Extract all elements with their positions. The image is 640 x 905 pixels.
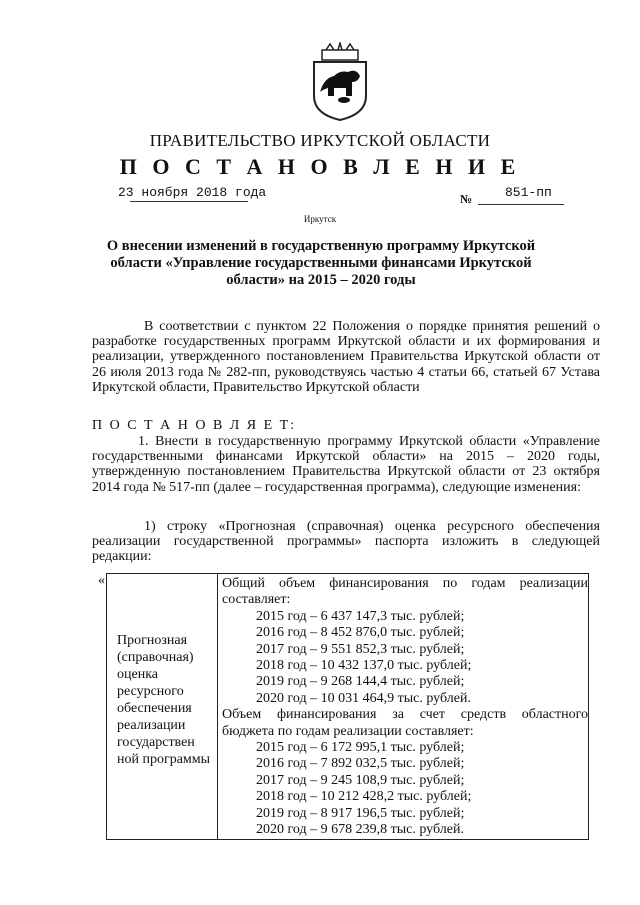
table-value-cell	[218, 574, 589, 840]
regional-intro-cont: бюджета по годам реализации составляет:	[222, 723, 474, 739]
title-line: области» на 2015 – 2020 годы	[226, 272, 416, 288]
regional-row: 2018 год – 10 212 428,2 тыс. рублей;	[256, 789, 472, 805]
table-label-cell: Прогнозная (справочная) оценка ресурсного обеспечения реализации государствен ной программы	[107, 574, 218, 840]
title-line: области «Управление государственными финансами Иркутской	[110, 255, 532, 271]
total-intro: Общий объем финансирования по годам реализации	[222, 576, 588, 591]
opening-quote: «	[98, 573, 105, 588]
document-title	[96, 238, 546, 289]
paragraph-resolves: П О С Т А Н О В Л Я Е Т:	[92, 418, 297, 433]
regional-row: 2016 год – 7 892 032,5 тыс. рублей;	[256, 756, 465, 772]
total-row: 2017 год – 9 551 852,3 тыс. рублей;	[256, 641, 465, 657]
total-row: 2015 год – 6 437 147,3 тыс. рублей;	[256, 608, 465, 624]
total-row: 2019 год – 9 268 144,4 тыс. рублей;	[256, 674, 465, 690]
paragraph-preamble: В соответствии с пунктом 22 Положения о порядке принятия решений о разработке государственных программ Иркутской области и их формирования и реализации, утвержденного постановлением Правительства Иркутской области от 26 июля 2013 года № 282-пп, руководствуясь частью 4 статьи 66, статьей 67 Устава Иркутской области, Правительство Иркутской области	[92, 319, 600, 395]
document-number: 851-пп	[505, 185, 552, 200]
total-intro-cont: составляет:	[222, 592, 291, 608]
regional-intro: Объем финансирования за счет средств областного	[222, 707, 588, 723]
regional-row: 2020 год – 9 678 239,8 тыс. рублей.	[256, 822, 464, 838]
table-row	[107, 574, 589, 840]
regional-row: 2015 год – 6 172 995,1 тыс. рублей;	[256, 740, 465, 756]
document-type: П О С Т А Н О В Л Е Н И Е	[119, 154, 521, 179]
resource-table	[106, 573, 589, 840]
number-underline	[478, 204, 564, 205]
total-row: 2020 год – 10 031 464,9 тыс. рублей.	[256, 690, 471, 706]
total-row: 2018 год – 10 432 137,0 тыс. рублей;	[256, 658, 472, 674]
paragraph-item-1-1: 1) строку «Прогнозная (справочная) оценка ресурсного обеспечения реализации государственной программы» паспорта изложить в следующей редакции:	[92, 519, 600, 565]
paragraph-item-1: 1. Внести в государственную программу Иркутской области «Управление государственными финансами Иркутской области» на 2015 – 2020 годы, утвержденную постановлением Правительства Иркутской области от 23 октября 2014 года № 517-пп (далее – государственная программа), следующие изменения:	[92, 434, 600, 495]
title-line: О внесении изменений в государственную программу Иркутской	[106, 238, 536, 254]
document-date: 23 ноября 2018 года	[118, 185, 267, 200]
coat-of-arms-emblem	[300, 42, 380, 122]
date-underline	[130, 201, 248, 202]
city: Иркутск	[303, 214, 337, 224]
regional-row: 2017 год – 9 245 108,9 тыс. рублей;	[256, 772, 465, 788]
total-row: 2016 год – 8 452 876,0 тыс. рублей;	[256, 625, 465, 641]
government-name: ПРАВИТЕЛЬСТВО ИРКУТСКОЙ ОБЛАСТИ	[149, 131, 491, 150]
number-sign: №	[460, 192, 473, 206]
regional-row: 2019 год – 8 917 196,5 тыс. рублей;	[256, 805, 465, 821]
